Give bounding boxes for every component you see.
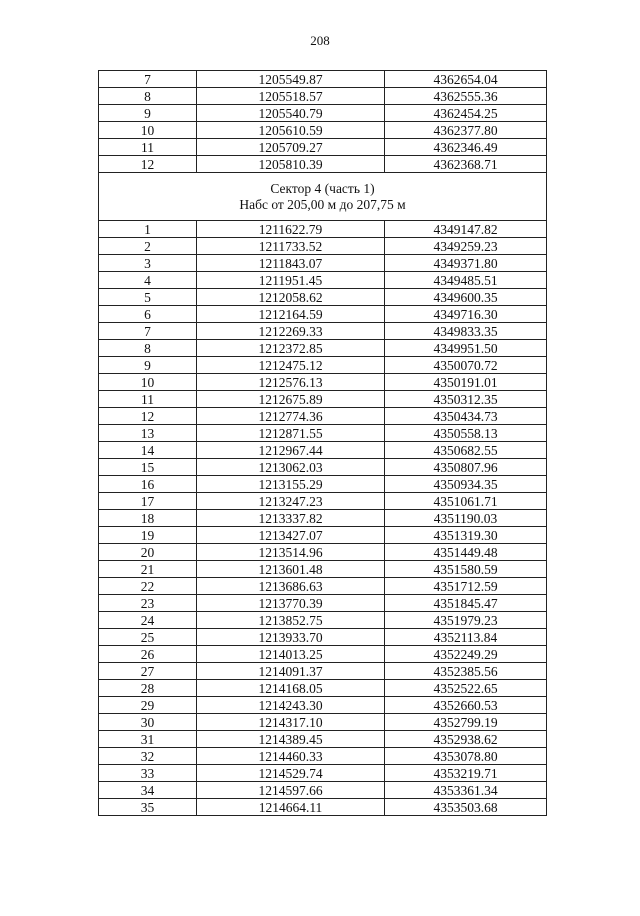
y-coordinate-cell: 4353361.34 [385,782,547,799]
table-row [99,105,547,122]
y-coordinate-cell: 4353078.80 [385,748,547,765]
table-row [99,782,547,799]
table-row [99,612,547,629]
y-coordinate-cell: 4352799.19 [385,714,547,731]
table-row [99,340,547,357]
table-row [99,510,547,527]
x-coordinate-cell: 1213601.48 [197,561,385,578]
y-coordinate-cell: 4349147.82 [385,221,547,238]
x-coordinate-cell: 1213686.63 [197,578,385,595]
table-row [99,408,547,425]
table-row [99,374,547,391]
point-number-cell: 3 [99,255,197,272]
y-coordinate-cell: 4362346.49 [385,139,547,156]
table-row [99,578,547,595]
y-coordinate-cell: 4351190.03 [385,510,547,527]
table-row [99,629,547,646]
x-coordinate-cell: 1205518.57 [197,88,385,105]
point-number-cell: 6 [99,306,197,323]
x-coordinate-cell: 1214389.45 [197,731,385,748]
x-coordinate-cell: 1211733.52 [197,238,385,255]
point-number-cell: 4 [99,272,197,289]
y-coordinate-cell: 4350312.35 [385,391,547,408]
y-coordinate-cell: 4350434.73 [385,408,547,425]
point-number-cell: 16 [99,476,197,493]
x-coordinate-cell: 1212058.62 [197,289,385,306]
y-coordinate-cell: 4350807.96 [385,459,547,476]
point-number-cell: 26 [99,646,197,663]
x-coordinate-cell: 1213427.07 [197,527,385,544]
y-coordinate-cell: 4349259.23 [385,238,547,255]
point-number-cell: 32 [99,748,197,765]
point-number-cell: 8 [99,340,197,357]
y-coordinate-cell: 4350070.72 [385,357,547,374]
x-coordinate-cell: 1211951.45 [197,272,385,289]
point-number-cell: 17 [99,493,197,510]
point-number-cell: 15 [99,459,197,476]
y-coordinate-cell: 4352522.65 [385,680,547,697]
table-row [99,88,547,105]
y-coordinate-cell: 4351449.48 [385,544,547,561]
x-coordinate-cell: 1205610.59 [197,122,385,139]
section-header-row [99,173,547,221]
y-coordinate-cell: 4349833.35 [385,323,547,340]
table-row [99,697,547,714]
table-row [99,139,547,156]
x-coordinate-cell: 1214597.66 [197,782,385,799]
point-number-cell: 7 [99,71,197,88]
x-coordinate-cell: 1212372.85 [197,340,385,357]
x-coordinate-cell: 1214460.33 [197,748,385,765]
table-row [99,391,547,408]
y-coordinate-cell: 4349371.80 [385,255,547,272]
y-coordinate-cell: 4362454.25 [385,105,547,122]
y-coordinate-cell: 4349951.50 [385,340,547,357]
x-coordinate-cell: 1213514.96 [197,544,385,561]
point-number-cell: 21 [99,561,197,578]
table-row [99,238,547,255]
x-coordinate-cell: 1205540.79 [197,105,385,122]
y-coordinate-cell: 4351845.47 [385,595,547,612]
point-number-cell: 11 [99,139,197,156]
table-row [99,476,547,493]
y-coordinate-cell: 4362368.71 [385,156,547,173]
x-coordinate-cell: 1212164.59 [197,306,385,323]
point-number-cell: 31 [99,731,197,748]
table-body-before [99,71,547,173]
table-row [99,595,547,612]
x-coordinate-cell: 1213933.70 [197,629,385,646]
x-coordinate-cell: 1205709.27 [197,139,385,156]
x-coordinate-cell: 1205810.39 [197,156,385,173]
y-coordinate-cell: 4362377.80 [385,122,547,139]
coordinates-table [98,70,547,816]
y-coordinate-cell: 4353219.71 [385,765,547,782]
point-number-cell: 29 [99,697,197,714]
y-coordinate-cell: 4353503.68 [385,799,547,816]
point-number-cell: 18 [99,510,197,527]
point-number-cell: 22 [99,578,197,595]
y-coordinate-cell: 4350934.35 [385,476,547,493]
y-coordinate-cell: 4352113.84 [385,629,547,646]
x-coordinate-cell: 1213062.03 [197,459,385,476]
y-coordinate-cell: 4349600.35 [385,289,547,306]
table-row [99,323,547,340]
point-number-cell: 33 [99,765,197,782]
point-number-cell: 10 [99,374,197,391]
y-coordinate-cell: 4362555.36 [385,88,547,105]
point-number-cell: 9 [99,357,197,374]
page-number: 208 [310,33,330,48]
x-coordinate-cell: 1212269.33 [197,323,385,340]
table-row [99,306,547,323]
x-coordinate-cell: 1214013.25 [197,646,385,663]
point-number-cell: 11 [99,391,197,408]
point-number-cell: 25 [99,629,197,646]
table-row [99,493,547,510]
point-number-cell: 7 [99,323,197,340]
table-row [99,357,547,374]
table-body-after [99,221,547,816]
x-coordinate-cell: 1212675.89 [197,391,385,408]
table-row [99,680,547,697]
x-coordinate-cell: 1214168.05 [197,680,385,697]
x-coordinate-cell: 1205549.87 [197,71,385,88]
point-number-cell: 8 [99,88,197,105]
point-number-cell: 35 [99,799,197,816]
point-number-cell: 27 [99,663,197,680]
y-coordinate-cell: 4362654.04 [385,71,547,88]
table-row [99,663,547,680]
x-coordinate-cell: 1213155.29 [197,476,385,493]
point-number-cell: 1 [99,221,197,238]
point-number-cell: 30 [99,714,197,731]
y-coordinate-cell: 4350558.13 [385,425,547,442]
x-coordinate-cell: 1212576.13 [197,374,385,391]
y-coordinate-cell: 4351712.59 [385,578,547,595]
section-title: Сектор 4 (часть 1) [270,180,375,196]
x-coordinate-cell: 1212967.44 [197,442,385,459]
point-number-cell: 12 [99,156,197,173]
point-number-cell: 19 [99,527,197,544]
table-row [99,255,547,272]
y-coordinate-cell: 4352938.62 [385,731,547,748]
x-coordinate-cell: 1214243.30 [197,697,385,714]
y-coordinate-cell: 4350682.55 [385,442,547,459]
x-coordinate-cell: 1211843.07 [197,255,385,272]
y-coordinate-cell: 4351319.30 [385,527,547,544]
table-row [99,71,547,88]
table-row [99,459,547,476]
y-coordinate-cell: 4351979.23 [385,612,547,629]
table-row [99,714,547,731]
table-row [99,765,547,782]
x-coordinate-cell: 1213852.75 [197,612,385,629]
section-subtitle: Набс от 205,00 м до 207,75 м [239,196,406,212]
point-number-cell: 23 [99,595,197,612]
point-number-cell: 20 [99,544,197,561]
x-coordinate-cell: 1214529.74 [197,765,385,782]
x-coordinate-cell: 1213247.23 [197,493,385,510]
table-row [99,748,547,765]
table-row [99,731,547,748]
y-coordinate-cell: 4350191.01 [385,374,547,391]
point-number-cell: 10 [99,122,197,139]
table-row [99,156,547,173]
table-row [99,425,547,442]
point-number-cell: 9 [99,105,197,122]
y-coordinate-cell: 4352660.53 [385,697,547,714]
section-header-cell [99,173,547,221]
point-number-cell: 12 [99,408,197,425]
table-row [99,799,547,816]
x-coordinate-cell: 1213770.39 [197,595,385,612]
table-row [99,122,547,139]
y-coordinate-cell: 4349716.30 [385,306,547,323]
section-header-body [99,173,547,221]
table-row [99,272,547,289]
point-number-cell: 13 [99,425,197,442]
x-coordinate-cell: 1212774.36 [197,408,385,425]
y-coordinate-cell: 4351061.71 [385,493,547,510]
point-number-cell: 28 [99,680,197,697]
point-number-cell: 24 [99,612,197,629]
table-row [99,442,547,459]
table-row [99,561,547,578]
x-coordinate-cell: 1212871.55 [197,425,385,442]
y-coordinate-cell: 4352385.56 [385,663,547,680]
x-coordinate-cell: 1213337.82 [197,510,385,527]
point-number-cell: 2 [99,238,197,255]
x-coordinate-cell: 1211622.79 [197,221,385,238]
table-row [99,221,547,238]
point-number-cell: 34 [99,782,197,799]
table-row [99,527,547,544]
y-coordinate-cell: 4349485.51 [385,272,547,289]
x-coordinate-cell: 1214091.37 [197,663,385,680]
y-coordinate-cell: 4351580.59 [385,561,547,578]
x-coordinate-cell: 1212475.12 [197,357,385,374]
point-number-cell: 5 [99,289,197,306]
table-row [99,544,547,561]
table-row [99,289,547,306]
table-row [99,646,547,663]
x-coordinate-cell: 1214317.10 [197,714,385,731]
point-number-cell: 14 [99,442,197,459]
y-coordinate-cell: 4352249.29 [385,646,547,663]
x-coordinate-cell: 1214664.11 [197,799,385,816]
